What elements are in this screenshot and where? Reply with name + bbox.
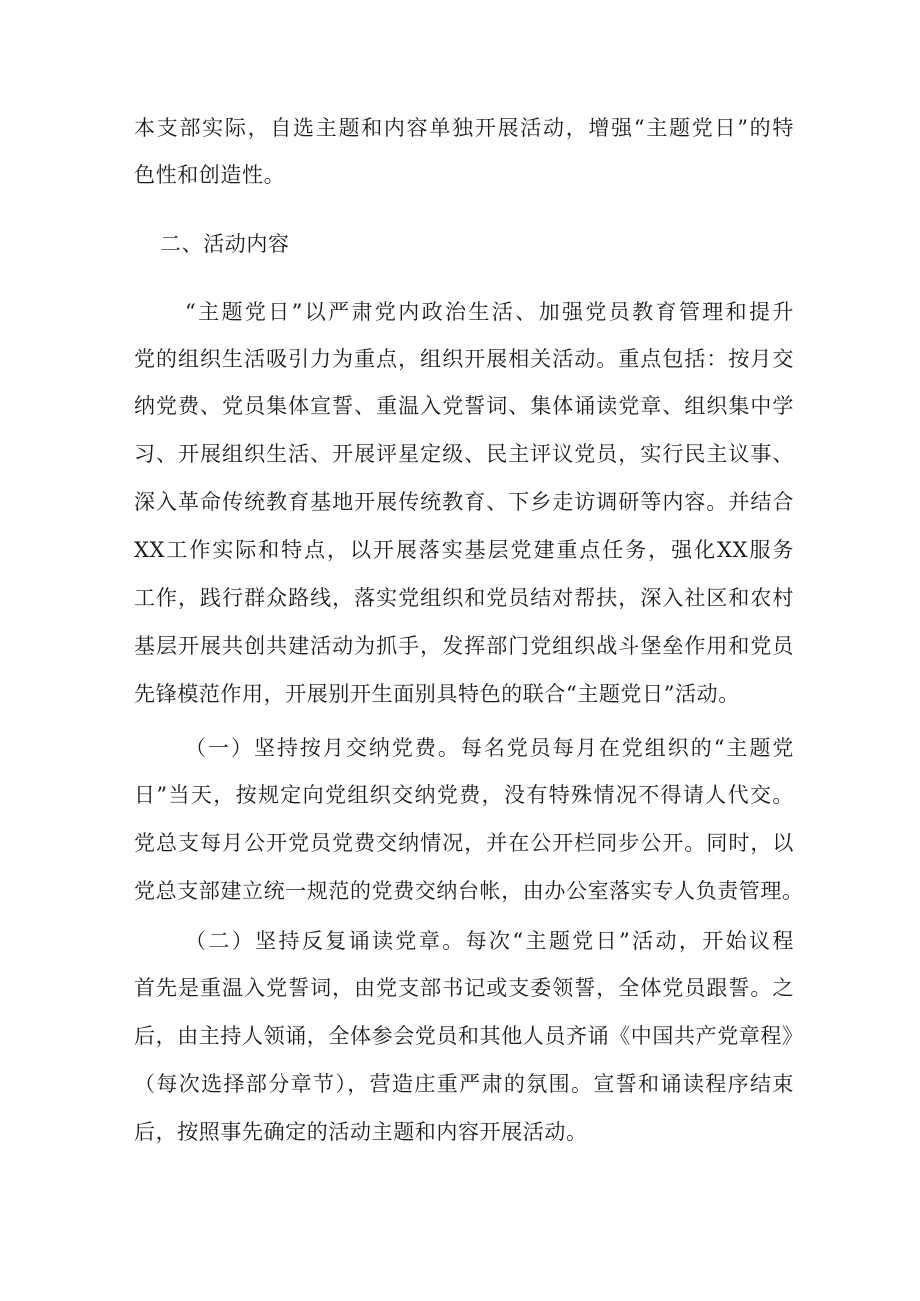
paragraph-line: 工作，践行群众路线，落实党组织和党员结对帮扶，深入社区和农村 (134, 586, 794, 610)
paragraph-line: 日”当天，按规定向党组织交纳党费，没有特殊情况不得请人代交。 (134, 783, 794, 807)
paragraph-line: （二）坚持反复诵读党章。每次“主题党日”活动，开始议程 (185, 929, 794, 953)
paragraph-line: 后，按照事先确定的活动主题和内容开展活动。 (134, 1120, 588, 1144)
paragraph-line: 党的组织生活吸引力为重点，组织开展相关活动。重点包括：按月交 (134, 347, 794, 371)
paragraph-line: 党总支部建立统一规范的党费交纳台帐，由办公室落实专人负责管理。 (134, 879, 804, 903)
paragraph-line: 后，由主持人领诵，全体参会党员和其他人员齐诵《中国共产党章程》 (134, 1024, 804, 1048)
paragraph-line: 先锋模范作用，开展别开生面别具特色的联合“主题党日”活动。 (134, 682, 740, 706)
paragraph-line: 基层开展共创共建活动为抓手，发挥部门党组织战斗堡垒作用和党员 (134, 634, 794, 658)
section-heading: 二、活动内容 (160, 232, 290, 256)
paragraph-line: 首先是重温入党誓词，由党支部书记或支委领誓，全体党员跟誓。之 (134, 976, 794, 1000)
paragraph-line: （每次选择部分章节），营造庄重严肃的氛围。宣誓和诵读程序结束 (134, 1072, 794, 1096)
paragraph-line: 党总支每月公开党员党费交纳情况，并在公开栏同步公开。同时，以 (134, 831, 794, 855)
paragraph-line: 纳党费、党员集体宣誓、重温入党誓词、集体诵读党章、组织集中学 (134, 394, 794, 418)
paragraph-line: 深入革命传统教育基地开展传统教育、下乡走访调研等内容。并结合 (134, 490, 794, 514)
paragraph-line: “主题党日”以严肃党内政治生活、加强党员教育管理和提升 (185, 300, 794, 324)
paragraph-line: 本支部实际，自选主题和内容单独开展活动，增强“主题党日”的特 (134, 116, 794, 140)
paragraph-line: （一）坚持按月交纳党费。每名党员每月在党组织的“主题党 (185, 736, 794, 760)
paragraph-line: 习、开展组织生活、开展评星定级、民主评议党员，实行民主议事、 (134, 442, 794, 466)
paragraph-line: 色性和创造性。 (134, 163, 286, 187)
paragraph-line: XX工作实际和特点，以开展落实基层党建重点任务，强化XX服务 (134, 538, 794, 562)
